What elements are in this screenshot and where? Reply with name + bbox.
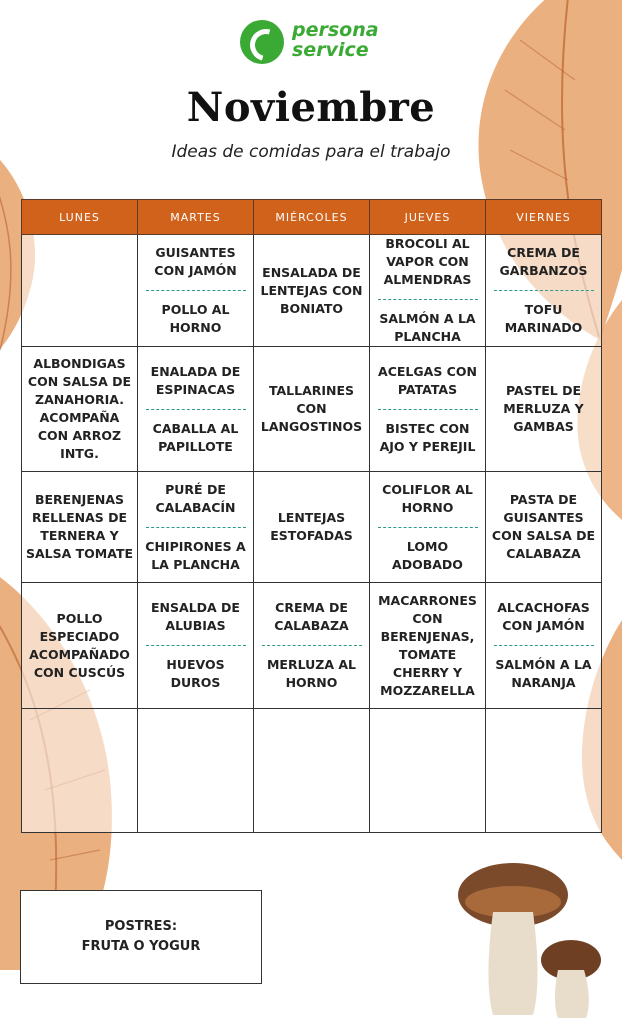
dish-name: CHIPIRONES A LA PLANCHA xyxy=(145,538,246,572)
dish-name: COLIFLOR AL HORNO xyxy=(382,481,473,515)
menu-week-row xyxy=(22,709,602,833)
menu-cell-jueves xyxy=(370,347,486,472)
day-header-viernes: VIERNES xyxy=(486,200,602,235)
dish-separator xyxy=(146,645,246,646)
page-title: Noviembre xyxy=(186,84,436,131)
dish-separator xyxy=(378,299,478,300)
persona-service-logo xyxy=(240,18,400,66)
dish-separator xyxy=(146,409,246,410)
dish-name: MERLUZA AL HORNO xyxy=(266,657,356,690)
day-header-jueves: JUEVES xyxy=(370,200,486,235)
menu-cell-jueves xyxy=(370,583,486,709)
dish-name: ALBONDIGAS CON SALSA DE ZANAHORIA. ACOMPAÑA CON ARROZ INTG. xyxy=(27,356,132,461)
menu-week-row xyxy=(22,347,602,472)
menu-cell-martes xyxy=(138,347,254,472)
dish-name: PASTEL DE MERLUZA Y GAMBAS xyxy=(503,383,584,434)
menu-cell-viernes xyxy=(486,347,602,472)
dish-name: BISTEC CON AJO Y PEREJIL xyxy=(379,420,476,454)
menu-cell-martes xyxy=(138,583,254,709)
dish-name: LOMO ADOBADO xyxy=(392,538,463,572)
dish-name: MACARRONES CON BERENJENAS, TOMATE CHERRY Y MOZZARELLA xyxy=(378,592,477,698)
menu-cell-lunes xyxy=(22,347,138,472)
menu-cell-miercoles xyxy=(254,472,370,583)
dish-name: CABALLA AL PAPILLOTE xyxy=(152,420,239,454)
dish-name: CREMA DE CALABAZA xyxy=(274,600,349,633)
menu-week-row xyxy=(22,235,602,347)
dish-name: ACELGAS CON PATATAS xyxy=(378,363,477,397)
menu-cell-jueves xyxy=(370,235,486,347)
logo-mark-icon xyxy=(240,20,284,64)
postres-label: POSTRES: xyxy=(104,919,178,934)
menu-cell-martes xyxy=(138,472,254,583)
logo-line-1: persona xyxy=(292,19,379,41)
dish-name: TOFU MARINADO xyxy=(504,302,583,335)
menu-body xyxy=(22,235,602,833)
day-header-miercoles: MIÉRCOLES xyxy=(254,200,370,235)
dish-separator xyxy=(262,645,362,646)
dish-separator xyxy=(378,409,478,410)
day-header-martes: MARTES xyxy=(138,200,254,235)
dish-name: BROCOLI AL VAPOR CON ALMENDRAS xyxy=(383,236,472,287)
menu-cell-viernes xyxy=(486,472,602,583)
menu-week-row xyxy=(22,583,602,709)
menu-cell-lunes xyxy=(22,472,138,583)
logo-line-2: service xyxy=(292,39,369,61)
dish-name: LENTEJAS ESTOFADAS xyxy=(270,510,353,543)
dish-name: GUISANTES CON JAMÓN xyxy=(154,245,237,278)
menu-cell-lunes xyxy=(22,583,138,709)
dish-name: ENALADA DE ESPINACAS xyxy=(150,363,241,397)
menu-cell-viernes xyxy=(486,235,602,347)
weekly-menu-table xyxy=(21,199,602,833)
dish-name: BERENJENAS RELLENAS DE TERNERA Y SALSA TOMATE xyxy=(25,492,134,561)
day-header-row xyxy=(22,200,602,235)
menu-cell-miercoles xyxy=(254,709,370,833)
dish-name: HUEVOS DUROS xyxy=(166,657,225,690)
dish-separator xyxy=(146,290,246,291)
menu-cell-viernes xyxy=(486,709,602,833)
dish-name: POLLO ESPECIADO ACOMPAÑADO CON CUSCÚS xyxy=(29,610,130,680)
dish-name: PURÉ DE CALABACÍN xyxy=(155,481,236,515)
menu-week-row xyxy=(22,472,602,583)
dish-name: POLLO AL HORNO xyxy=(161,302,230,335)
dish-name: CREMA DE GARBANZOS xyxy=(499,245,588,278)
menu-cell-miercoles xyxy=(254,583,370,709)
dish-name: TALLARINES CON LANGOSTINOS xyxy=(260,383,363,434)
day-header-lunes: LUNES xyxy=(22,200,138,235)
menu-cell-martes xyxy=(138,235,254,347)
menu-cell-viernes xyxy=(486,583,602,709)
dish-separator xyxy=(378,527,478,528)
dish-separator xyxy=(494,645,594,646)
postres-value: FRUTA O YOGUR xyxy=(81,939,201,954)
logo-text xyxy=(292,20,379,60)
dish-name: ENSALADA DE LENTEJAS CON BONIATO xyxy=(260,264,363,316)
menu-cell-jueves xyxy=(370,472,486,583)
dish-separator xyxy=(494,290,594,291)
mushroom-illustration xyxy=(458,850,608,1020)
dish-separator xyxy=(146,527,246,528)
menu-cell-jueves xyxy=(370,709,486,833)
dish-name: PASTA DE GUISANTES CON SALSA DE CALABAZA xyxy=(491,492,596,561)
menu-cell-miercoles xyxy=(254,347,370,472)
dish-name: ALCACHOFAS CON JAMÓN xyxy=(497,600,590,633)
dish-name: SALMÓN A LA NARANJA xyxy=(495,657,592,690)
dish-name: SALMÓN A LA PLANCHA xyxy=(379,311,476,344)
menu-cell-martes xyxy=(138,709,254,833)
menu-cell-lunes xyxy=(22,235,138,347)
page-subtitle: Ideas de comidas para el trabajo xyxy=(171,142,451,162)
postres-box xyxy=(20,890,262,984)
menu-cell-miercoles xyxy=(254,235,370,347)
menu-cell-lunes xyxy=(22,709,138,833)
dish-name: ENSALDA DE ALUBIAS xyxy=(151,600,240,633)
